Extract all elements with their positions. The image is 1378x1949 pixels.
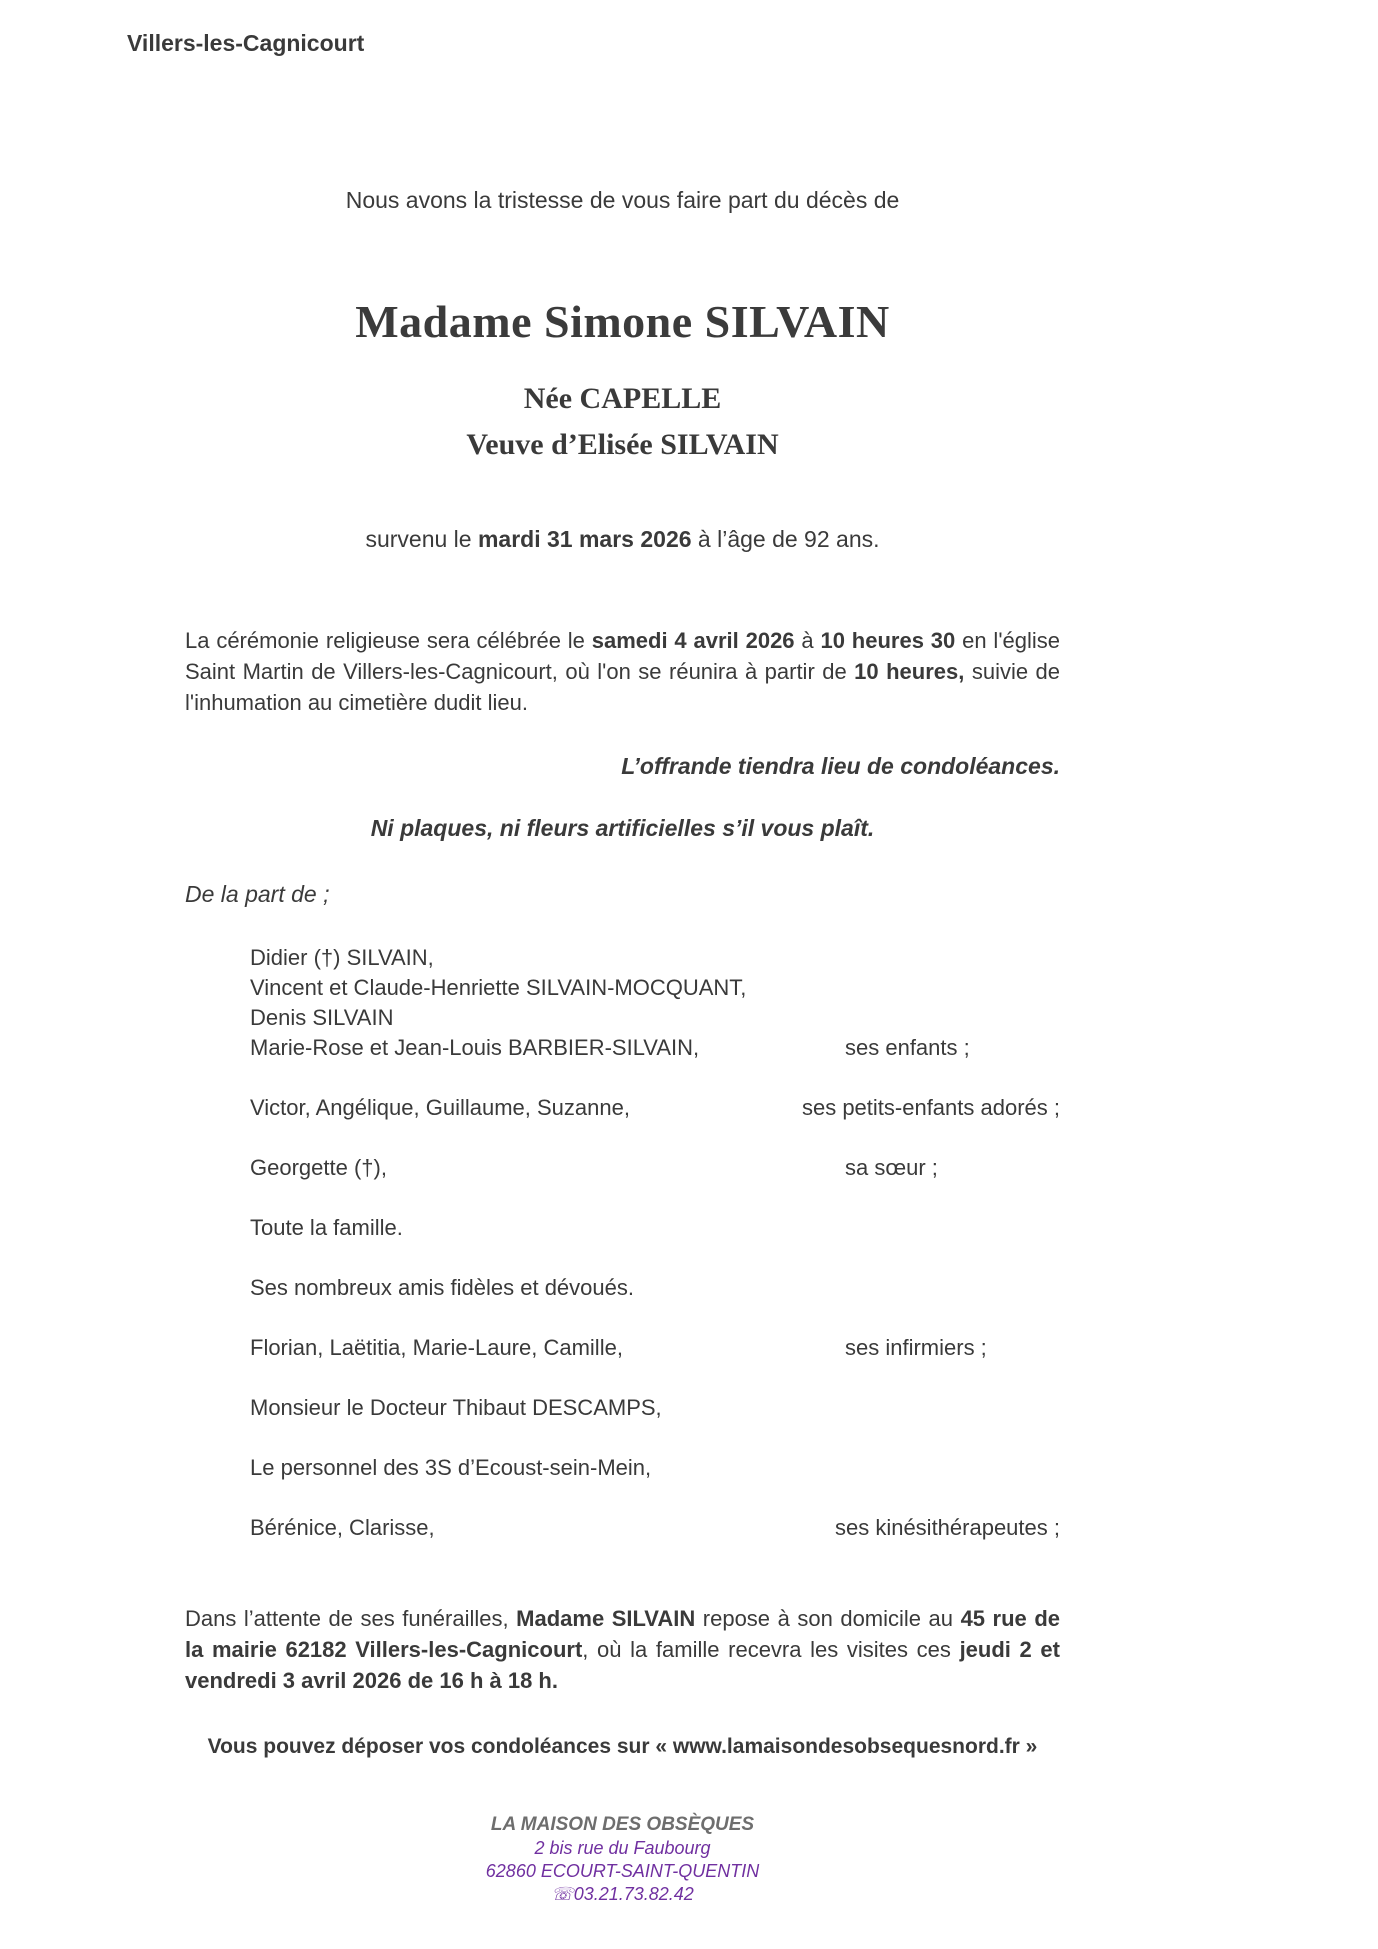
family-name-line: Vincent et Claude-Henriette SILVAIN-MOCQUANT, [250, 975, 747, 1000]
family-group [250, 1393, 1060, 1423]
family-group [250, 1153, 1060, 1183]
text-run: Dans l’attente de ses funérailles, [185, 1606, 517, 1631]
funeral-home-phone: 03.21.73.82.42 [573, 1884, 694, 1904]
family-group [250, 1453, 1060, 1483]
family-names [250, 1273, 845, 1303]
family-name-line: Florian, Laëtitia, Marie-Laure, Camille, [250, 1335, 623, 1360]
wake-paragraph [185, 1603, 1060, 1696]
text-run: en l'église Saint Martin de Villers-les-Cagnicourt, où l'on se réunira à partir de [185, 628, 1060, 684]
family-group [250, 1093, 1060, 1123]
family-relation: ses petits-enfants adorés ; [801, 1095, 1060, 1120]
funeral-home-name: LA MAISON DES OBSÈQUES [490, 1814, 755, 1835]
text-run: La cérémonie religieuse sera célébrée le [185, 628, 592, 653]
family-group [250, 943, 1060, 1063]
family-name-line: Le personnel des 3S d’Ecoust-sein-Mein, [250, 1455, 652, 1480]
maiden-name: Née CAPELLE [523, 382, 722, 415]
family-name-line: Georgette (†), [250, 1155, 387, 1180]
family-group [250, 1333, 1060, 1363]
ceremony-paragraph [185, 625, 1060, 718]
deceased-subtitles [185, 376, 1060, 468]
funeral-home-block [185, 1813, 1060, 1906]
family-names [250, 1333, 845, 1363]
text-run: à [794, 628, 821, 653]
no-flowers-line: Ni plaques, ni fleurs artificielles s’il vous plaît. [370, 815, 875, 841]
family-list [185, 943, 1060, 1543]
text-run: suivie de l'inhumation au cimetière dudit lieu. [185, 659, 1061, 715]
family-names [250, 1453, 845, 1483]
family-group [250, 1273, 1060, 1303]
family-name-line: Marie-Rose et Jean-Louis BARBIER-SILVAIN, [250, 1035, 700, 1060]
text-run: jeudi 2 et vendredi 3 avril 2026 de 16 h à 18 h. [185, 1637, 1060, 1693]
family-group [250, 1213, 1060, 1243]
family-name-line: Ses nombreux amis fidèles et dévoués. [250, 1275, 634, 1300]
funeral-home-city: 62860 ECOURT-SAINT-QUENTIN [485, 1861, 760, 1881]
death-date-line [185, 524, 1060, 555]
text-run: mardi 31 mars 2026 [477, 526, 692, 552]
family-name-line: Bérénice, Clarisse, [250, 1515, 435, 1540]
family-group [250, 1513, 1060, 1543]
commune-header: Villers-les-Cagnicourt [127, 30, 365, 56]
family-names [250, 943, 845, 1063]
family-names [250, 1393, 845, 1423]
family-name-line: Denis SILVAIN [250, 1005, 394, 1030]
family-name-line: Toute la famille. [250, 1215, 403, 1240]
family-names [250, 1213, 845, 1243]
family-names [250, 1513, 835, 1543]
family-names [250, 1093, 802, 1123]
funeral-home-phone-line [185, 1883, 1060, 1906]
family-relation: ses enfants ; [845, 1035, 970, 1060]
text-run: samedi 4 avril 2026 [591, 628, 795, 653]
text-run: survenu le [365, 526, 478, 552]
family-names [250, 1153, 845, 1183]
family-name-line: Didier (†) SILVAIN, [250, 945, 434, 970]
text-run: 10 heures 30 [820, 628, 956, 653]
text-run: , où la famille recevra les visites ces [582, 1637, 960, 1662]
family-name-line: Victor, Angélique, Guillaume, Suzanne, [250, 1095, 630, 1120]
phone-icon: ☏ [551, 1884, 574, 1904]
text-run: repose à son domicile au [695, 1606, 961, 1631]
text-run: 10 heures, [854, 659, 965, 684]
offering-line: L’offrande tiendra lieu de condoléances. [621, 753, 1060, 779]
funeral-home-address: 2 bis rue du Faubourg [534, 1838, 711, 1858]
family-relation: sa sœur ; [845, 1155, 938, 1180]
text-run: 45 rue de la mairie 62182 Villers-les-Cagnicourt [185, 1606, 1060, 1662]
family-relation: ses infirmiers ; [845, 1335, 987, 1360]
condolences-line: Vous pouvez déposer vos condoléances sur « www.lamaisondesobsequesnord.fr » [207, 1735, 1038, 1758]
widow-line: Veuve d’Elisée SILVAIN [466, 428, 779, 461]
text-run: Madame SILVAIN [516, 1606, 696, 1631]
text-run: à l’âge de 92 ans. [691, 526, 880, 552]
from-label: De la part de ; [185, 881, 330, 907]
family-relation: ses kinésithérapeutes ; [834, 1515, 1060, 1540]
family-name-line: Monsieur le Docteur Thibaut DESCAMPS, [250, 1395, 662, 1420]
content-column [185, 185, 1060, 1906]
deceased-name: Madame Simone SILVAIN [355, 296, 890, 347]
intro-line: Nous avons la tristesse de vous faire part du décès de [345, 187, 900, 213]
